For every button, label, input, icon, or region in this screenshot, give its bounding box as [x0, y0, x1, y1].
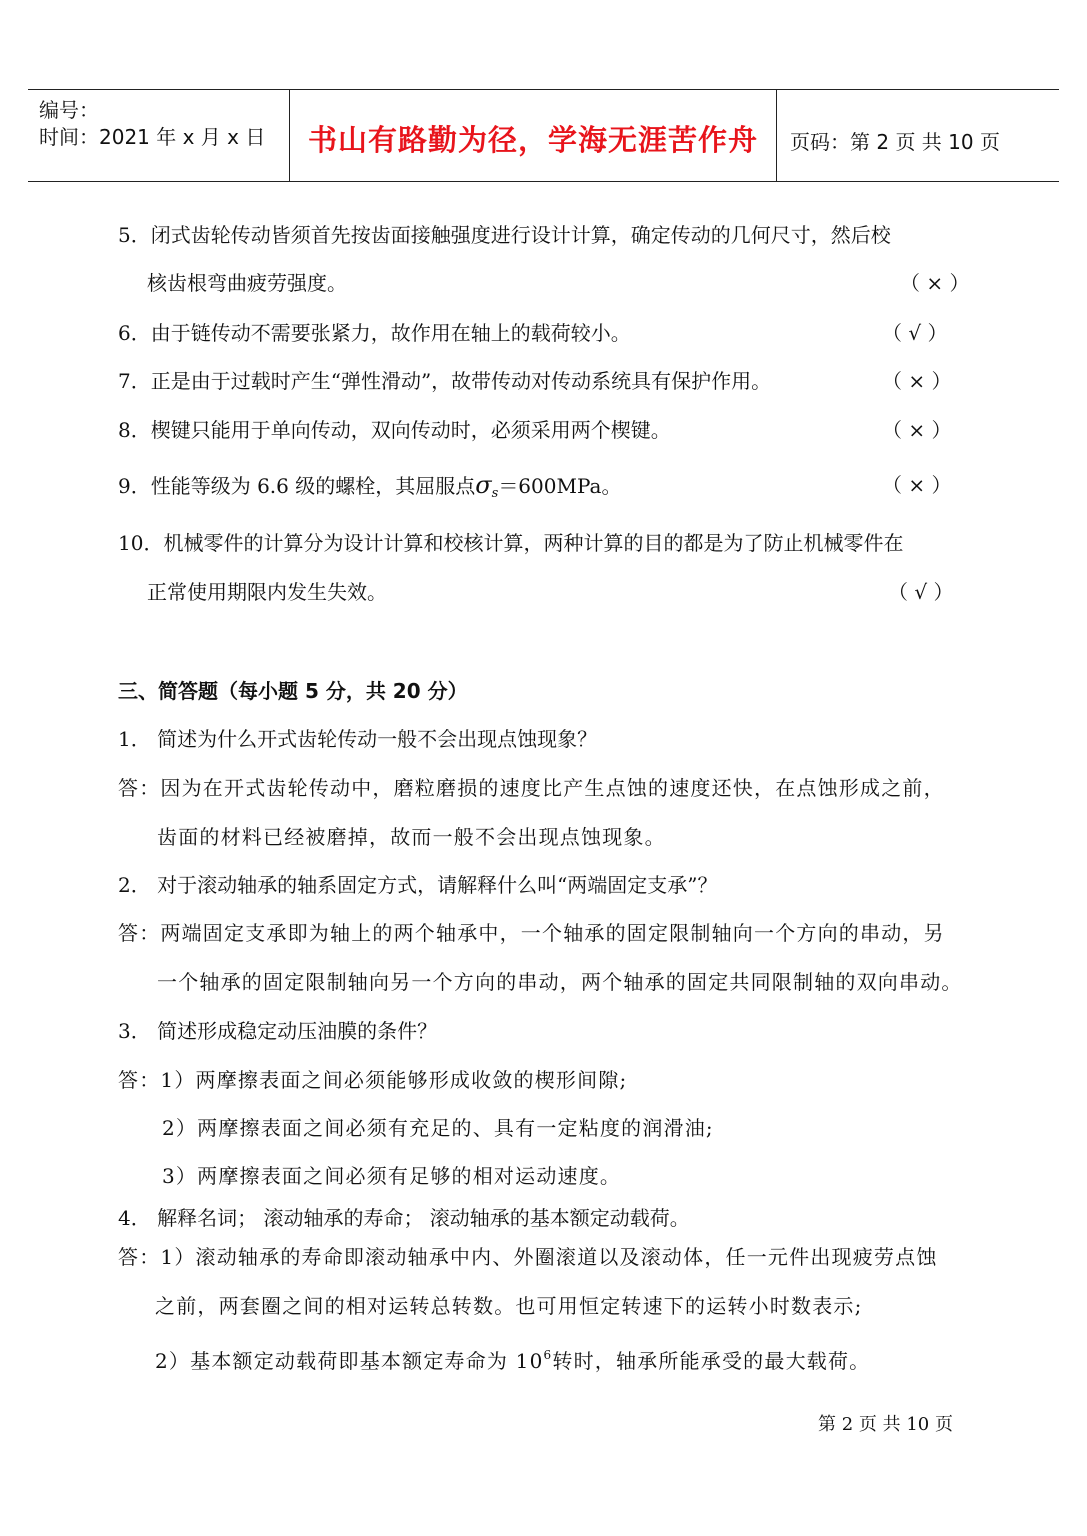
question-3: 3． 简述形成稳定动压油膜的条件？: [118, 1019, 438, 1043]
exponent: 6: [543, 1348, 553, 1362]
answer-1-line2: 齿面的材料已经被磨掉，故而一般不会出现点蚀现象。: [157, 825, 666, 849]
judgment-6-mark: （ √ ）: [882, 321, 948, 345]
answer-3-line3: 3）两摩擦表面之间必须有足够的相对运动速度。: [162, 1164, 622, 1188]
judgment-10-line1: 10．机械零件的计算分为设计计算和校核计算，两种计算的目的都是为了防止机械零件在: [118, 531, 904, 555]
judgment-7-text: 7．正是由于过载时产生“弹性滑动”，故带传动对传动系统具有保护作用。: [118, 369, 772, 393]
serial-label: 编号：: [39, 98, 99, 122]
header-middle-cell: [290, 90, 777, 181]
section3-heading: 三、简答题（每小题 5 分，共 20 分）: [118, 679, 468, 703]
answer-4-line2: 之前，两套圈之间的相对运转总转数。也可用恒定转速下的运转小时数表示;: [155, 1294, 863, 1318]
answer-2-line1: 答：两端固定支承即为轴上的两个轴承中，一个轴承的固定限制轴向一个方向的串动，另: [118, 921, 945, 945]
answer-4-line3: [155, 1342, 870, 1374]
judgment-8-mark: （ × ）: [882, 418, 952, 442]
judgment-10-line2: 正常使用期限内发生失效。: [147, 580, 387, 604]
page-footer: 第 2 页 共 10 页: [818, 1414, 953, 1435]
header-motto: 书山有路勤为径，学海无涯苦作舟: [307, 123, 758, 157]
header-page-info: 页码：第 2 页 共 10 页: [790, 130, 1000, 154]
answer-1-line1: 答：因为在开式齿轮传动中，磨粒磨损的速度比产生点蚀的速度还快，在点蚀形成之前，: [118, 776, 945, 800]
judgment-6-text: 6．由于链传动不需要张紧力，故作用在轴上的载荷较小。: [118, 321, 631, 345]
judgment-9-text: [118, 472, 621, 507]
judgment-10-mark: （ √ ）: [888, 580, 954, 604]
judgment-9-mark: （ × ）: [882, 473, 952, 497]
header-right-cell: [777, 90, 1059, 181]
judgment-5-line1: 5．闭式齿轮传动皆须首先按齿面接触强度进行设计计算，确定传动的几何尺寸，然后校: [118, 223, 891, 247]
answer-4-line3-pre: 2）基本额定动载荷即基本额定寿命为 10: [155, 1349, 544, 1373]
question-2: 2． 对于滚动轴承的轴系固定方式，请解释什么叫“两端固定支承”？: [118, 873, 718, 897]
judgment-5-line2: 核齿根弯曲疲劳强度。: [147, 271, 347, 295]
question-4: 4． 解释名词； 滚动轴承的寿命； 滚动轴承的基本额定动载荷。: [118, 1206, 690, 1230]
sigma-subscript: s: [491, 486, 499, 501]
answer-4-line3-post: 转时，轴承所能承受的最大载荷。: [552, 1349, 871, 1373]
answer-2-line2: 一个轴承的固定限制轴向另一个方向的串动，两个轴承的固定共同限制轴的双向串动。: [157, 970, 963, 994]
question-1: 1． 简述为什么开式齿轮传动一般不会出现点蚀现象？: [118, 727, 598, 751]
judgment-5-mark: （ × ）: [900, 271, 970, 295]
header-left-cell: [28, 90, 290, 181]
judgment-8-text: 8．楔键只能用于单向传动，双向传动时，必须采用两个楔键。: [118, 418, 671, 442]
answer-3-line1: 答：1）两摩擦表面之间必须能够形成收敛的楔形间隙;: [118, 1068, 628, 1092]
answer-3-line2: 2）两摩擦表面之间必须有充足的、具有一定粘度的润滑油;: [162, 1116, 714, 1140]
judgment-9-post: ＝600MPa。: [498, 474, 622, 498]
judgment-7-mark: （ × ）: [882, 369, 952, 393]
time-label: 时间：2021 年 x 月 x 日: [39, 125, 266, 149]
page-header: [28, 89, 1059, 182]
sigma-symbol: σ: [475, 471, 492, 499]
judgment-9-pre: 9．性能等级为 6.6 级的螺栓，其屈服点: [118, 474, 476, 498]
answer-4-line1: 答：1）滚动轴承的寿命即滚动轴承中内、外圈滚道以及滚动体，任一元件出现疲劳点蚀: [118, 1245, 938, 1269]
